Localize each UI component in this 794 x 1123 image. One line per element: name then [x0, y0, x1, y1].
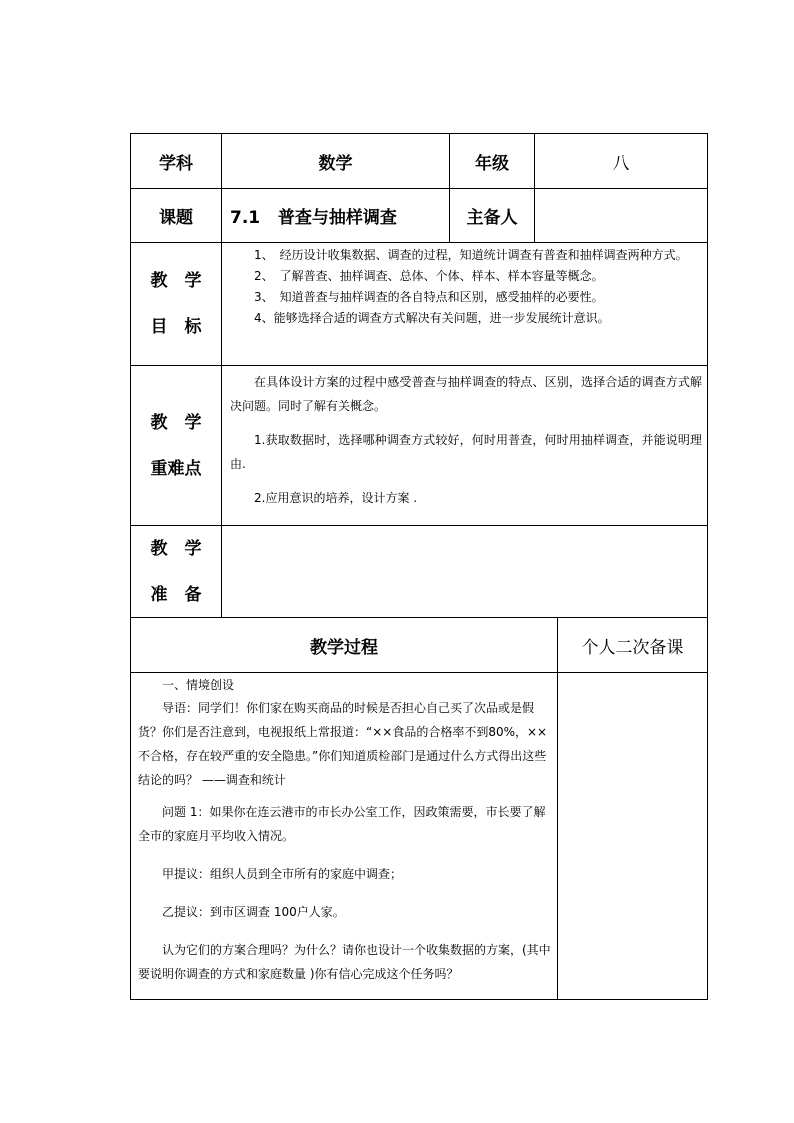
- preparation-label: [131, 526, 221, 617]
- col-divider-label: [221, 133, 222, 617]
- preparer-value: [535, 189, 707, 242]
- section-title: 一、情境创设: [162, 678, 235, 692]
- difficulties-label-line2: 重难点: [150, 458, 202, 479]
- grade-value: 八: [612, 153, 630, 174]
- topic-value: 7.1 普查与抽样调查: [230, 208, 397, 228]
- objectives-label: [131, 243, 221, 365]
- difficulties-label-line1: 教 学: [150, 412, 202, 433]
- grade-label: 年级: [475, 153, 509, 174]
- process-header: 教学过程: [310, 637, 378, 658]
- subject-value: 数学: [318, 153, 353, 174]
- preparation-label-line2: 准 备: [150, 584, 202, 605]
- second-prep-notes[interactable]: [558, 673, 707, 999]
- process-content: [138, 674, 552, 986]
- preparer-label: 主备人: [466, 208, 518, 228]
- second-prep-header: 个人二次备课: [581, 637, 684, 658]
- subject-label: 学科: [159, 153, 193, 174]
- proposal-b: 乙提议：到市区调查 100户人家。: [162, 905, 345, 919]
- objective-item-2: 2、 了解普查、抽样调查、总体、个体、样本、样本容量等概念。: [254, 269, 604, 283]
- objective-item-1: 1、 经历设计收集数据、调查的过程，知道统计调查有普查和抽样调查两种方式。: [254, 248, 688, 262]
- objective-item-3: 3、 知道普查与抽样调查的各自特点和区别，感受抽样的必要性。: [254, 290, 604, 304]
- objectives-label-line2: 目 标: [150, 317, 202, 337]
- difficulty-paragraph-3: 2.应用意识的培养，设计方案 .: [254, 491, 418, 505]
- topic-label: 课题: [159, 208, 193, 228]
- objectives-label-line1: 教 学: [150, 271, 202, 291]
- question-1: 问题 1：如果你在连云港市的市长办公室工作，因政策需要，市长要了解全市的家庭月平均收入情况。: [138, 805, 546, 843]
- proposal-a: 甲提议：组织人员到全市所有的家庭中调查；: [162, 867, 403, 881]
- difficulty-paragraph-2: 1.获取数据时，选择哪种调查方式较好，何时用普查，何时用抽样调查，并能说明理由.: [230, 433, 702, 471]
- difficulties-label: [131, 366, 221, 525]
- objective-item-4: 4、能够选择合适的调查方式解决有关问题，进一步发展统计意识。: [254, 311, 610, 325]
- difficulties-content: [230, 370, 702, 510]
- intro-paragraph: 导语：同学们！你们家在购买商品的时候是否担心自己买了次品或是假货？你们是否注意到，电视报纸上常报道：“××食品的合格率不到80%，××不合格，存在较严重的安全隐患。”你们知道质检部门是通过什么方式得出这些结论的吗？ ——调查和统计: [138, 701, 548, 787]
- objectives-content: [230, 245, 702, 329]
- difficulty-paragraph-1: 在具体设计方案的过程中感受普查与抽样调查的特点、区别，选择合适的调查方式解决问题。同时了解有关概念。: [230, 375, 702, 413]
- closing-question: 认为它们的方案合理吗？为什么？请你也设计一个收集数据的方案，(其中要说明你调查的方式和家庭数量 )你有信心完成这个任务吗？: [138, 943, 551, 981]
- preparation-label-line1: 教 学: [150, 538, 202, 559]
